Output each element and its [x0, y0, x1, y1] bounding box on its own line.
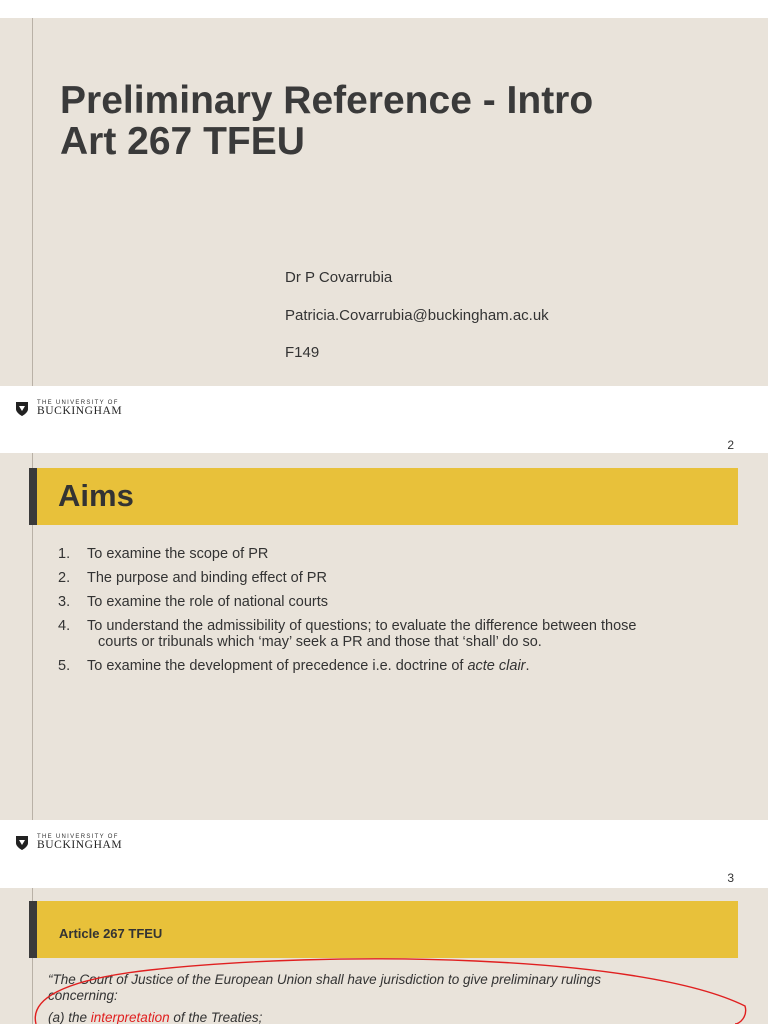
list-item: 3. To examine the role of national courts [58, 594, 328, 610]
page-number: 3 [727, 871, 734, 885]
slide-title: Aims [58, 478, 134, 513]
list-item: 1. To examine the scope of PR [58, 546, 269, 562]
list-item: 5. To examine the development of precedence i.e. doctrine of acte clair. [58, 658, 530, 674]
shield-crest-icon [15, 835, 29, 851]
list-item: 2. The purpose and binding effect of PR [58, 570, 327, 586]
author-email[interactable]: Patricia.Covarrubia@buckingham.ac.uk [285, 307, 549, 324]
title-band [29, 468, 738, 525]
highlighted-term: interpretation [90, 1010, 170, 1024]
logo-small-text: THE UNIVERSITY OF [37, 834, 119, 840]
shield-crest-icon [15, 401, 29, 417]
quote-line-3: (a) the interpretation of the Treaties; [48, 1010, 263, 1024]
title-line-2: Art 267 TFEU [60, 120, 305, 163]
university-logo [15, 834, 122, 852]
title-band-accent [29, 468, 37, 525]
logo-big-text: BUCKINGHAM [37, 405, 123, 417]
university-logo [15, 400, 122, 418]
red-annotation-ellipse [0, 888, 768, 1024]
slide-1 [0, 18, 768, 386]
quote-line-2: concerning: [48, 988, 118, 1003]
slide-title: Article 267 TFEU [59, 926, 163, 941]
quote-line-1: “The Court of Justice of the European Union shall have jurisdiction to give preliminary rulings [48, 972, 602, 987]
author-name: Dr P Covarrubia [285, 269, 393, 286]
logo-big-text: BUCKINGHAM [37, 839, 123, 851]
slide-3 [0, 888, 768, 1024]
slide-divider-line [32, 18, 33, 386]
office-room: F149 [285, 344, 320, 361]
list-item: 4. To understand the admissibility of questions; to evaluate the difference between those courts or tribunals which ‘may’ seek a PR and those that ‘shall’ do so. [58, 618, 637, 650]
slide-footer-2 [0, 820, 768, 888]
slide-2 [0, 453, 768, 820]
title-line-1: Preliminary Reference - Intro [60, 79, 594, 122]
slide-footer-1 [0, 386, 768, 453]
page-number: 2 [727, 438, 734, 452]
slide-title [60, 80, 593, 162]
logo-small-text: THE UNIVERSITY OF [37, 400, 119, 406]
aims-list [58, 546, 718, 682]
